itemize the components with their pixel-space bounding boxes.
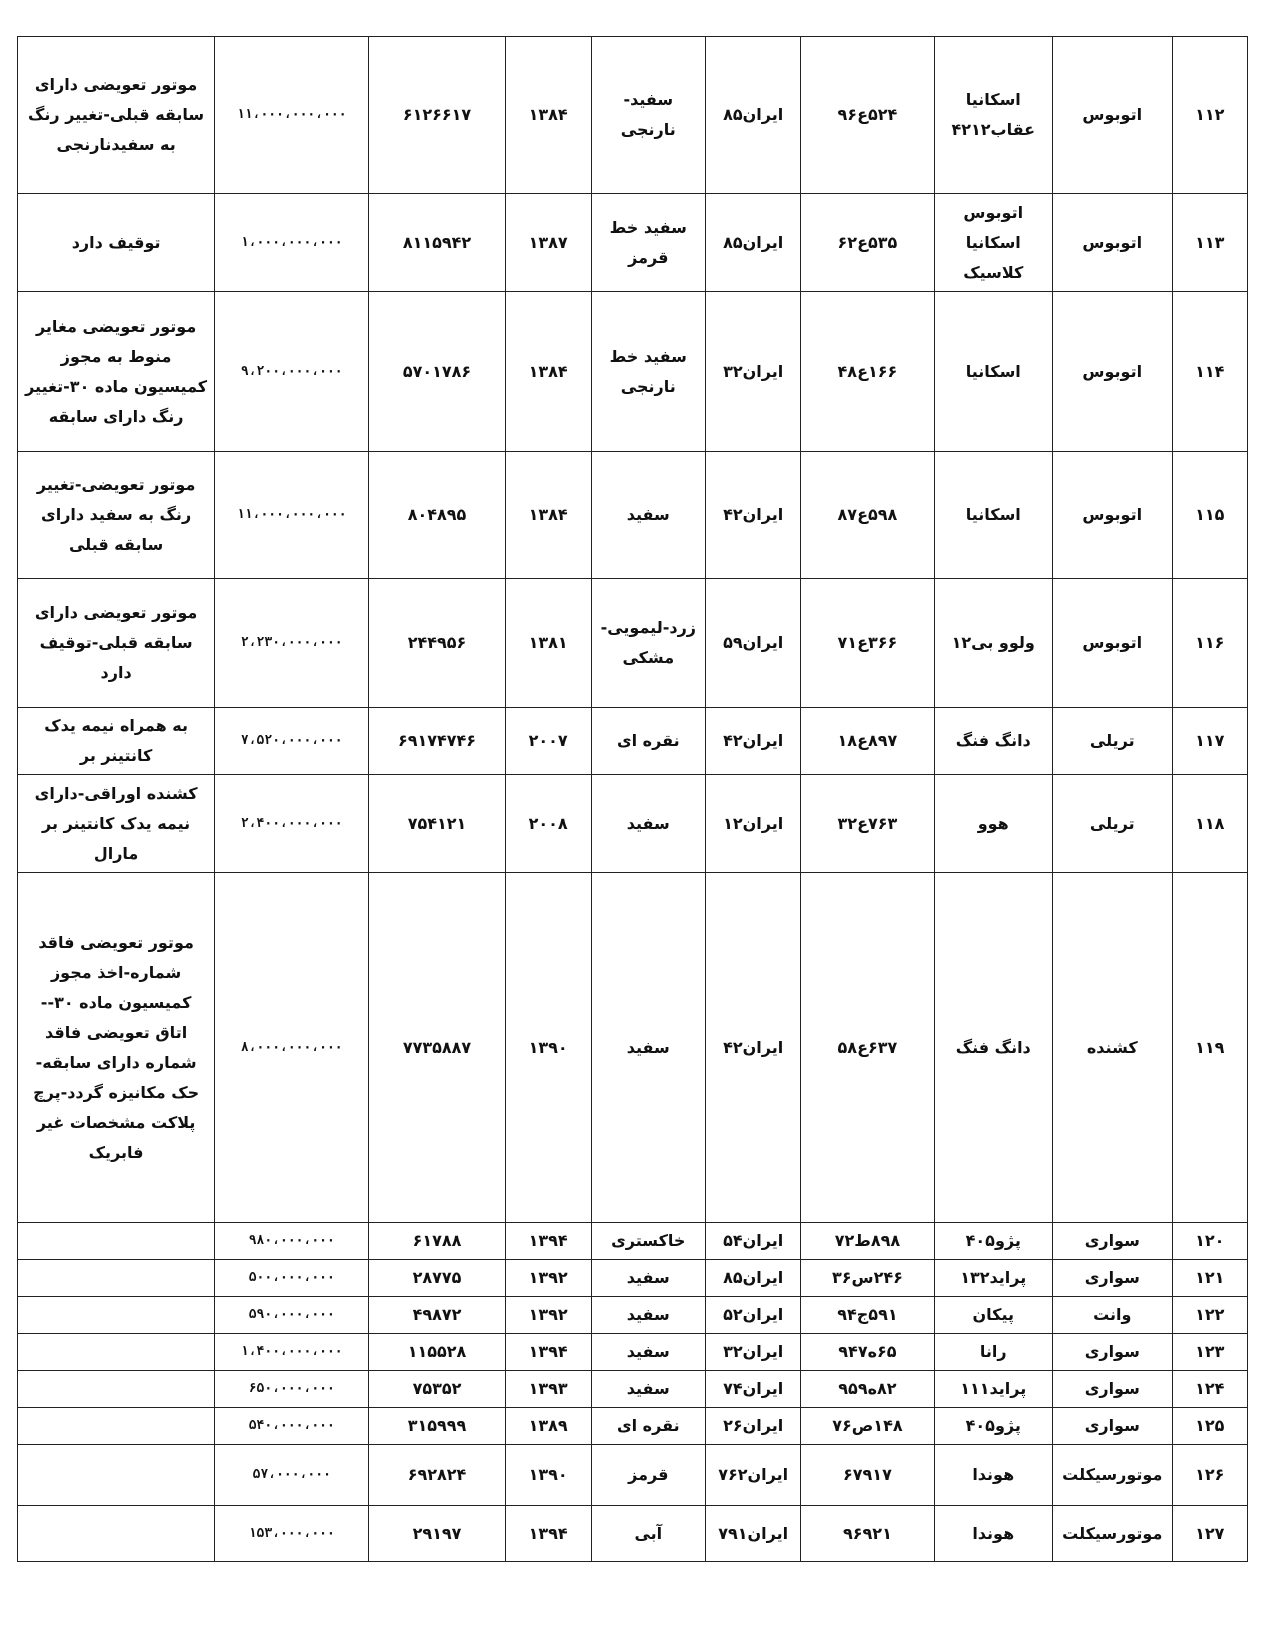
table-row xyxy=(18,452,1248,579)
cell-plate: ۶۷۹۱۷ xyxy=(801,1445,934,1506)
cell-color: قرمز xyxy=(591,1445,705,1506)
cell-year: ۱۳۹۴ xyxy=(505,1334,591,1371)
cell-color: سفید xyxy=(591,1334,705,1371)
table-row xyxy=(18,708,1248,775)
cell-plate: ۱۶۶ع۴۸ xyxy=(801,292,934,452)
cell-price: ۵۰۰،۰۰۰،۰۰۰ xyxy=(215,1260,369,1297)
cell-row-number: ۱۱۲ xyxy=(1172,37,1247,194)
cell-row-number: ۱۱۹ xyxy=(1172,873,1247,1223)
cell-chassis-number: ۱۱۵۵۲۸ xyxy=(369,1334,505,1371)
cell-model: دانگ فنگ xyxy=(934,873,1052,1223)
table-body xyxy=(18,37,1248,1562)
cell-color: خاکستری xyxy=(591,1223,705,1260)
cell-model: هوندا xyxy=(934,1445,1052,1506)
table-row xyxy=(18,292,1248,452)
cell-notes xyxy=(18,1408,215,1445)
cell-row-number: ۱۲۰ xyxy=(1172,1223,1247,1260)
cell-notes: موتور تعویضی دارای سابقه قبلی-توقیف دارد xyxy=(18,579,215,708)
cell-notes xyxy=(18,1371,215,1408)
cell-price: ۵۹۰،۰۰۰،۰۰۰ xyxy=(215,1297,369,1334)
cell-color: سفید xyxy=(591,775,705,873)
cell-color: نقره ای xyxy=(591,708,705,775)
cell-color: سفید خط قرمز xyxy=(591,194,705,292)
cell-chassis-number: ۷۵۴۱۲۱ xyxy=(369,775,505,873)
cell-price: ۹،۲۰۰،۰۰۰،۰۰۰ xyxy=(215,292,369,452)
cell-chassis-number: ۵۷۰۱۷۸۶ xyxy=(369,292,505,452)
cell-notes xyxy=(18,1506,215,1562)
cell-notes xyxy=(18,1260,215,1297)
cell-price: ۲،۴۰۰،۰۰۰،۰۰۰ xyxy=(215,775,369,873)
cell-year: ۱۳۹۴ xyxy=(505,1506,591,1562)
cell-year: ۱۳۸۷ xyxy=(505,194,591,292)
cell-chassis-number: ۸۱۱۵۹۴۲ xyxy=(369,194,505,292)
table-row xyxy=(18,1445,1248,1506)
cell-price: ۱۱،۰۰۰،۰۰۰،۰۰۰ xyxy=(215,37,369,194)
cell-vehicle-type: سواری xyxy=(1052,1260,1172,1297)
cell-model: اسکانیا xyxy=(934,452,1052,579)
cell-vehicle-type: اتوبوس xyxy=(1052,579,1172,708)
cell-row-number: ۱۲۲ xyxy=(1172,1297,1247,1334)
cell-notes: به همراه نیمه یدک کانتینر بر xyxy=(18,708,215,775)
cell-chassis-number: ۶۱۲۶۶۱۷ xyxy=(369,37,505,194)
cell-row-number: ۱۱۸ xyxy=(1172,775,1247,873)
table-row xyxy=(18,1408,1248,1445)
cell-notes: کشنده اوراقی-دارای نیمه یدک کانتینر بر مارال xyxy=(18,775,215,873)
cell-vehicle-type: سواری xyxy=(1052,1371,1172,1408)
cell-vehicle-type: تریلی xyxy=(1052,775,1172,873)
cell-plate-region: ایران۲۶ xyxy=(705,1408,800,1445)
table-row xyxy=(18,1260,1248,1297)
cell-model: پژو۴۰۵ xyxy=(934,1408,1052,1445)
cell-plate-region: ایران۵۹ xyxy=(705,579,800,708)
cell-notes xyxy=(18,1445,215,1506)
cell-plate: ۸۹۷ع۱۸ xyxy=(801,708,934,775)
cell-plate-region: ایران۷۹۱ xyxy=(705,1506,800,1562)
cell-vehicle-type: سواری xyxy=(1052,1223,1172,1260)
cell-model: اتوبوس اسکانیا کلاسیک xyxy=(934,194,1052,292)
table-row xyxy=(18,1223,1248,1260)
cell-color: سفید xyxy=(591,452,705,579)
cell-chassis-number: ۶۹۱۷۴۷۴۶ xyxy=(369,708,505,775)
cell-chassis-number: ۲۸۷۷۵ xyxy=(369,1260,505,1297)
cell-chassis-number: ۶۱۷۸۸ xyxy=(369,1223,505,1260)
cell-row-number: ۱۱۵ xyxy=(1172,452,1247,579)
cell-row-number: ۱۱۳ xyxy=(1172,194,1247,292)
cell-color: آبی xyxy=(591,1506,705,1562)
cell-chassis-number: ۷۷۳۵۸۸۷ xyxy=(369,873,505,1223)
cell-plate: ۶۵ه۹۴۷ xyxy=(801,1334,934,1371)
cell-color: سفید xyxy=(591,1371,705,1408)
cell-row-number: ۱۲۷ xyxy=(1172,1506,1247,1562)
cell-vehicle-type: اتوبوس xyxy=(1052,452,1172,579)
cell-model: دانگ فنگ xyxy=(934,708,1052,775)
cell-plate: ۹۶۹۲۱ xyxy=(801,1506,934,1562)
cell-notes xyxy=(18,1223,215,1260)
table-row xyxy=(18,1506,1248,1562)
cell-vehicle-type: اتوبوس xyxy=(1052,37,1172,194)
cell-model: ولوو بی۱۲ xyxy=(934,579,1052,708)
cell-price: ۱،۰۰۰،۰۰۰،۰۰۰ xyxy=(215,194,369,292)
cell-row-number: ۱۲۴ xyxy=(1172,1371,1247,1408)
cell-model: پراید۱۱۱ xyxy=(934,1371,1052,1408)
cell-year: ۱۳۸۱ xyxy=(505,579,591,708)
table-row xyxy=(18,1297,1248,1334)
cell-model: پیکان xyxy=(934,1297,1052,1334)
cell-plate: ۵۹۸ع۸۷ xyxy=(801,452,934,579)
cell-price: ۷،۵۲۰،۰۰۰،۰۰۰ xyxy=(215,708,369,775)
cell-plate-region: ایران۷۴ xyxy=(705,1371,800,1408)
cell-price: ۶۵۰،۰۰۰،۰۰۰ xyxy=(215,1371,369,1408)
cell-vehicle-type: سواری xyxy=(1052,1334,1172,1371)
cell-notes: موتور تعویضی دارای سابقه قبلی-تغییر رنگ به سفیدنارنجی xyxy=(18,37,215,194)
cell-year: ۲۰۰۸ xyxy=(505,775,591,873)
cell-plate-region: ایران۴۲ xyxy=(705,708,800,775)
cell-chassis-number: ۲۴۴۹۵۶ xyxy=(369,579,505,708)
cell-vehicle-type: اتوبوس xyxy=(1052,194,1172,292)
cell-row-number: ۱۲۱ xyxy=(1172,1260,1247,1297)
cell-model: پژو۴۰۵ xyxy=(934,1223,1052,1260)
table-row xyxy=(18,873,1248,1223)
cell-vehicle-type: اتوبوس xyxy=(1052,292,1172,452)
cell-plate-region: ایران۷۶۲ xyxy=(705,1445,800,1506)
cell-vehicle-type: موتورسیکلت xyxy=(1052,1445,1172,1506)
cell-price: ۱۵۳،۰۰۰،۰۰۰ xyxy=(215,1506,369,1562)
cell-price: ۵۴۰،۰۰۰،۰۰۰ xyxy=(215,1408,369,1445)
cell-year: ۱۳۸۹ xyxy=(505,1408,591,1445)
cell-notes xyxy=(18,1334,215,1371)
cell-color: سفید xyxy=(591,1260,705,1297)
cell-plate: ۱۴۸ص۷۶ xyxy=(801,1408,934,1445)
cell-plate: ۵۲۴ع۹۶ xyxy=(801,37,934,194)
cell-row-number: ۱۲۳ xyxy=(1172,1334,1247,1371)
cell-plate-region: ایران۳۲ xyxy=(705,1334,800,1371)
cell-plate-region: ایران۴۲ xyxy=(705,452,800,579)
cell-plate-region: ایران۱۲ xyxy=(705,775,800,873)
cell-notes: موتور تعویضی مغایر منوط به مجوز کمیسیون ماده ۳۰-تغییر رنگ دارای سابقه xyxy=(18,292,215,452)
cell-plate-region: ایران۸۵ xyxy=(705,37,800,194)
cell-year: ۱۳۹۲ xyxy=(505,1260,591,1297)
table-row xyxy=(18,1371,1248,1408)
cell-model: اسکانیا عقاب۴۲۱۲ xyxy=(934,37,1052,194)
cell-plate: ۵۹۱ج۹۴ xyxy=(801,1297,934,1334)
cell-notes xyxy=(18,1297,215,1334)
cell-year: ۱۳۹۴ xyxy=(505,1223,591,1260)
cell-color: سفید xyxy=(591,1297,705,1334)
cell-price: ۱۱،۰۰۰،۰۰۰،۰۰۰ xyxy=(215,452,369,579)
cell-vehicle-type: کشنده xyxy=(1052,873,1172,1223)
cell-price: ۹۸۰،۰۰۰،۰۰۰ xyxy=(215,1223,369,1260)
cell-model: هوو xyxy=(934,775,1052,873)
table-row xyxy=(18,775,1248,873)
cell-notes: موتور تعویضی فاقد شماره-اخذ مجوز کمیسیون ماده ۳۰-- اتاق تعویضی فاقد شماره دارای سابقه- حک مکانیزه گردد-پرچ پلاکت مشخصات غیر فابریک xyxy=(18,873,215,1223)
cell-year: ۱۳۸۴ xyxy=(505,452,591,579)
table-row xyxy=(18,579,1248,708)
cell-model: اسکانیا xyxy=(934,292,1052,452)
cell-model: رانا xyxy=(934,1334,1052,1371)
table-row xyxy=(18,194,1248,292)
cell-chassis-number: ۸۰۴۸۹۵ xyxy=(369,452,505,579)
cell-row-number: ۱۲۵ xyxy=(1172,1408,1247,1445)
cell-vehicle-type: وانت xyxy=(1052,1297,1172,1334)
cell-row-number: ۱۱۷ xyxy=(1172,708,1247,775)
cell-vehicle-type: سواری xyxy=(1052,1408,1172,1445)
cell-notes: توقیف دارد xyxy=(18,194,215,292)
cell-year: ۱۳۹۲ xyxy=(505,1297,591,1334)
cell-color: زرد-لیمویی-مشکی xyxy=(591,579,705,708)
cell-price: ۵۷،۰۰۰،۰۰۰ xyxy=(215,1445,369,1506)
cell-vehicle-type: تریلی xyxy=(1052,708,1172,775)
cell-chassis-number: ۶۹۲۸۲۴ xyxy=(369,1445,505,1506)
cell-year: ۱۳۹۳ xyxy=(505,1371,591,1408)
cell-plate: ۸۲ه۹۵۹ xyxy=(801,1371,934,1408)
cell-year: ۱۳۹۰ xyxy=(505,1445,591,1506)
cell-vehicle-type: موتورسیکلت xyxy=(1052,1506,1172,1562)
cell-year: ۱۳۸۴ xyxy=(505,292,591,452)
cell-year: ۱۳۸۴ xyxy=(505,37,591,194)
cell-plate-region: ایران۴۲ xyxy=(705,873,800,1223)
cell-color: سفید خط نارنجی xyxy=(591,292,705,452)
cell-row-number: ۱۱۴ xyxy=(1172,292,1247,452)
cell-plate: ۵۳۵ع۶۲ xyxy=(801,194,934,292)
cell-color: سفید xyxy=(591,873,705,1223)
cell-model: هوندا xyxy=(934,1506,1052,1562)
cell-plate-region: ایران۳۲ xyxy=(705,292,800,452)
cell-row-number: ۱۲۶ xyxy=(1172,1445,1247,1506)
vehicle-auction-table xyxy=(17,36,1248,1562)
cell-chassis-number: ۲۹۱۹۷ xyxy=(369,1506,505,1562)
cell-chassis-number: ۳۱۵۹۹۹ xyxy=(369,1408,505,1445)
cell-price: ۲،۲۳۰،۰۰۰،۰۰۰ xyxy=(215,579,369,708)
cell-row-number: ۱۱۶ xyxy=(1172,579,1247,708)
cell-price: ۸،۰۰۰،۰۰۰،۰۰۰ xyxy=(215,873,369,1223)
cell-year: ۱۳۹۰ xyxy=(505,873,591,1223)
cell-plate: ۸۹۸ط۷۲ xyxy=(801,1223,934,1260)
cell-plate-region: ایران۵۲ xyxy=(705,1297,800,1334)
cell-price: ۱،۴۰۰،۰۰۰،۰۰۰ xyxy=(215,1334,369,1371)
cell-year: ۲۰۰۷ xyxy=(505,708,591,775)
table-row xyxy=(18,37,1248,194)
cell-plate-region: ایران۵۴ xyxy=(705,1223,800,1260)
cell-color: نقره ای xyxy=(591,1408,705,1445)
cell-chassis-number: ۷۵۳۵۲ xyxy=(369,1371,505,1408)
cell-plate-region: ایران۸۵ xyxy=(705,194,800,292)
cell-plate: ۳۶۶ع۷۱ xyxy=(801,579,934,708)
cell-chassis-number: ۴۹۸۷۲ xyxy=(369,1297,505,1334)
cell-plate: ۶۳۷ع۵۸ xyxy=(801,873,934,1223)
cell-plate: ۲۴۶س۳۶ xyxy=(801,1260,934,1297)
table-row xyxy=(18,1334,1248,1371)
cell-notes: موتور تعویضی-تغییر رنگ به سفید دارای سابقه قبلی xyxy=(18,452,215,579)
cell-color: سفید-نارنجی xyxy=(591,37,705,194)
cell-plate: ۷۶۳ع۳۲ xyxy=(801,775,934,873)
cell-model: پراید۱۳۲ xyxy=(934,1260,1052,1297)
cell-plate-region: ایران۸۵ xyxy=(705,1260,800,1297)
